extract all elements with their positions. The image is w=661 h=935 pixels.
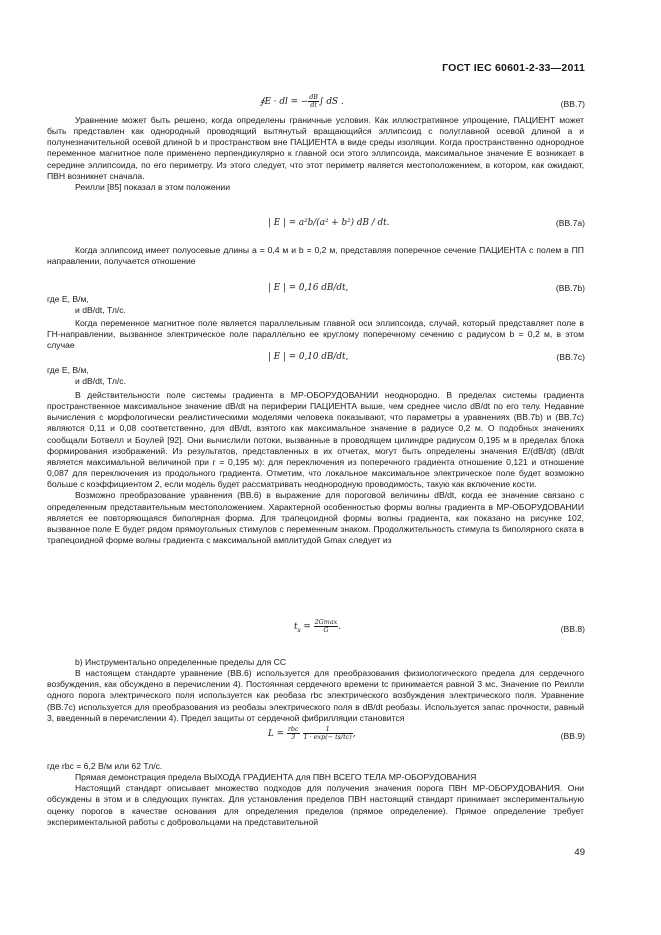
paragraph-ellipsoid [47, 245, 584, 267]
where-line: и dB/dt, Тл/с. [75, 305, 126, 316]
formula-bb9: L = $\frac{\text{rbc}}{3}$ $\frac{1}{1 \cdot \exp(- ts/tc)}$ , [268, 725, 356, 741]
paragraph-text: В настоящем стандарте уравнение (BB.6) используется для преобразования физиологического предела для сердечного возбуждения, как обсуждено в перечислении 4). Постоянная сердечного времени tc принимается равной 3 мс. Значение по Реилли одного порога электрического поля используется как реобаза rbc электрического возбуждения электрического поля. Уравнение (BB.7c) используется для преобразования из реобазы электрического поля в dB/dt реобазы. Используется запас прочности, равный 3, введенный в перечислении 4). Предел защиты от сердечной фибрилляции становится [47, 668, 584, 723]
equation-number-bb8: (BB.8) [560, 624, 585, 634]
paragraph-boundary-conditions [47, 115, 584, 193]
formula-bb9-fraction-2: $\frac{1}{1 \cdot \exp(- ts/tc)}$ [303, 725, 352, 741]
where-line: и dB/dt, Тл/с. [75, 376, 126, 387]
page-number: 49 [574, 847, 585, 858]
where-clause-1 [47, 294, 584, 316]
section-heading: b) Инструментально определенные пределы для СС [75, 657, 287, 667]
formula-bb7-rhs: ∫ dS . [318, 97, 344, 107]
paragraph-text: Возможно преобразование уравнения (BB.6) в выражение для пороговой величины dB/dt, когда ее значение связано с определенным представительным местоположением. Характерной особенностью формы волны градиента в МР-ОБОРУДОВАНИИ является ее повторяющаяся биполярная форма. Для трапецоидной формы волны градиента, как показано на рисунке 102, вызванное поле E будет рядом прямоугольных стимулов с переменным знаком. Продолжительность стимула ts биполярного ската в трапецоидной форме волны градиента с максимальной амплитудой Gmax следует из [47, 490, 584, 546]
equation-number-bb7a: (BB.7a) [555, 218, 585, 228]
formula-bb8: $t_s$ = $\frac{2Gmax}{G}$ . [294, 618, 342, 634]
where-line: где E, В/м, [47, 365, 89, 375]
paragraph-cardiac-limits [47, 657, 584, 724]
formula-bb7-lhs: ∮E · dl = − [260, 97, 309, 107]
paragraph-text: Настоящий стандарт описывает множество подходов для получения значения порога ПВН МР-ОБОРУДОВАНИЯ. Они обсуждены в этом и в следующих пунктах. Для установления пределов ПВН настоящий стандарт принимает экспериментальную оценку порогов в качестве основания для определения пределов (прямое определение). Прямое определение требует экспериментальной работы с добровольцами на представительной [47, 783, 584, 827]
paragraph-text: Уравнение может быть решено, когда определены граничные условия. Как иллюстративное упрощение, ПАЦИЕНТ может быть представлен как однородный проводящий вытянутый вращающийся эллипсоид с полуглавной осевой длиной a и полунезначительной осевой длиной b и пространством вне ПАЦИЕНТА в виде среды изоляции. Когда пространственно однородное переменное магнитное поле применено перпендикулярно к главной оси этого эллипсоида, максимальное значение E возникает в середине эллипсоида, по его периметру. Из этого следует, что этот периметр является местоположением, в котором, как ожидают, ПВН возникнет сначала. [47, 115, 584, 181]
equation-number-bb7c: (BB.7c) [556, 352, 585, 362]
formula-bb7-fraction: $\frac{dB}{dt}$ [309, 93, 318, 109]
formula-bb7b: | E | = 0,16 dB/dt, [268, 283, 349, 293]
equation-number-bb9: (BB.9) [560, 731, 585, 741]
paragraph-text: В действительности поле системы градиента в МР-ОБОРУДОВАНИИ неоднородно. В пределах системы градиента пространственное максимальное значение dB/dt на периферии ПАЦИЕНТА выше, чем среднее число dB/dt по его телу. Недавние вычисления с морфологически реалистическими моделями человека показывают, что параметры в уравнениях (BB.7b) и (BB.7c) являются 0,11 и 0,08 соответственно, для dB/dt, взятого как максимальное значение в радиусе 0,2 м. О подобных значениях сообщали Ботвелл и Боулей [92]. Они вычислили потоки, вызванные в проводящем цилиндре радиусом 0,195 м в пределах блока формирования изображений. Из результатов, представленных в их отчетах, могут быть определены значения E/(dB/dt) (dB/dt является максимальной величиной при r = 0,195 м): для переключения из поперечного градиента отношение 0,121 и отношение 0,087 для переключения из продольного градиента. Отметим, что локальное максимальное электрическое поле будет возможно больше с коэффициентом 2, если модель будет рассматривать неоднородную проводимость, такую как включение кости. [47, 390, 584, 490]
formula-bb7a: | E | = a²b/(a² + b²) dB / dt. [268, 218, 390, 228]
paragraph-text: Когда переменное магнитное поле является параллельным главной оси эллипсоида, случай, который представляет поле в ГН-направлении, вызванное электрическое поле параллельно ее круглому поперечному сечению с радиусом b = 0,2 м, в этом случае [47, 318, 584, 351]
formula-bb8-fraction: $\frac{2Gmax}{G}$ [314, 618, 338, 634]
paragraph-text: Когда эллипсоид имеет полуосевые длины a = 0,4 м и b = 0,2 м, представляя поперечное сечение ПАЦИЕНТА с полем в ПП направлении, получается отношение [47, 245, 584, 267]
where-clause-2 [47, 365, 584, 387]
formula-bb7 [260, 94, 344, 109]
paragraph-gradient-field [47, 390, 584, 546]
paragraph-text: где rbc = 6,2 В/м или 62 Тл/с. [47, 761, 163, 771]
equation-number-bb7b: (BB.7b) [555, 283, 585, 293]
document-header: ГОСТ IEC 60601-2-33—2011 [442, 62, 585, 74]
equation-number-bb7: (BB.7) [560, 99, 585, 109]
section-heading: Прямая демонстрация предела ВЫХОДА ГРАДИЕНТА для ПВН ВСЕГО ТЕЛА МР-ОБОРУДОВАНИЯ [75, 772, 477, 783]
formula-bb7c: | E | = 0,10 dB/dt, [268, 352, 349, 362]
paragraph-parallel-field [47, 318, 584, 351]
formula-bb9-fraction-1: $\frac{\text{rbc}}{3}$ [287, 725, 299, 741]
paragraph-text: Реилли [85] показал в этом положении [75, 181, 231, 192]
paragraph-direct-demonstration [47, 761, 584, 828]
where-line: где E, В/м, [47, 294, 89, 304]
